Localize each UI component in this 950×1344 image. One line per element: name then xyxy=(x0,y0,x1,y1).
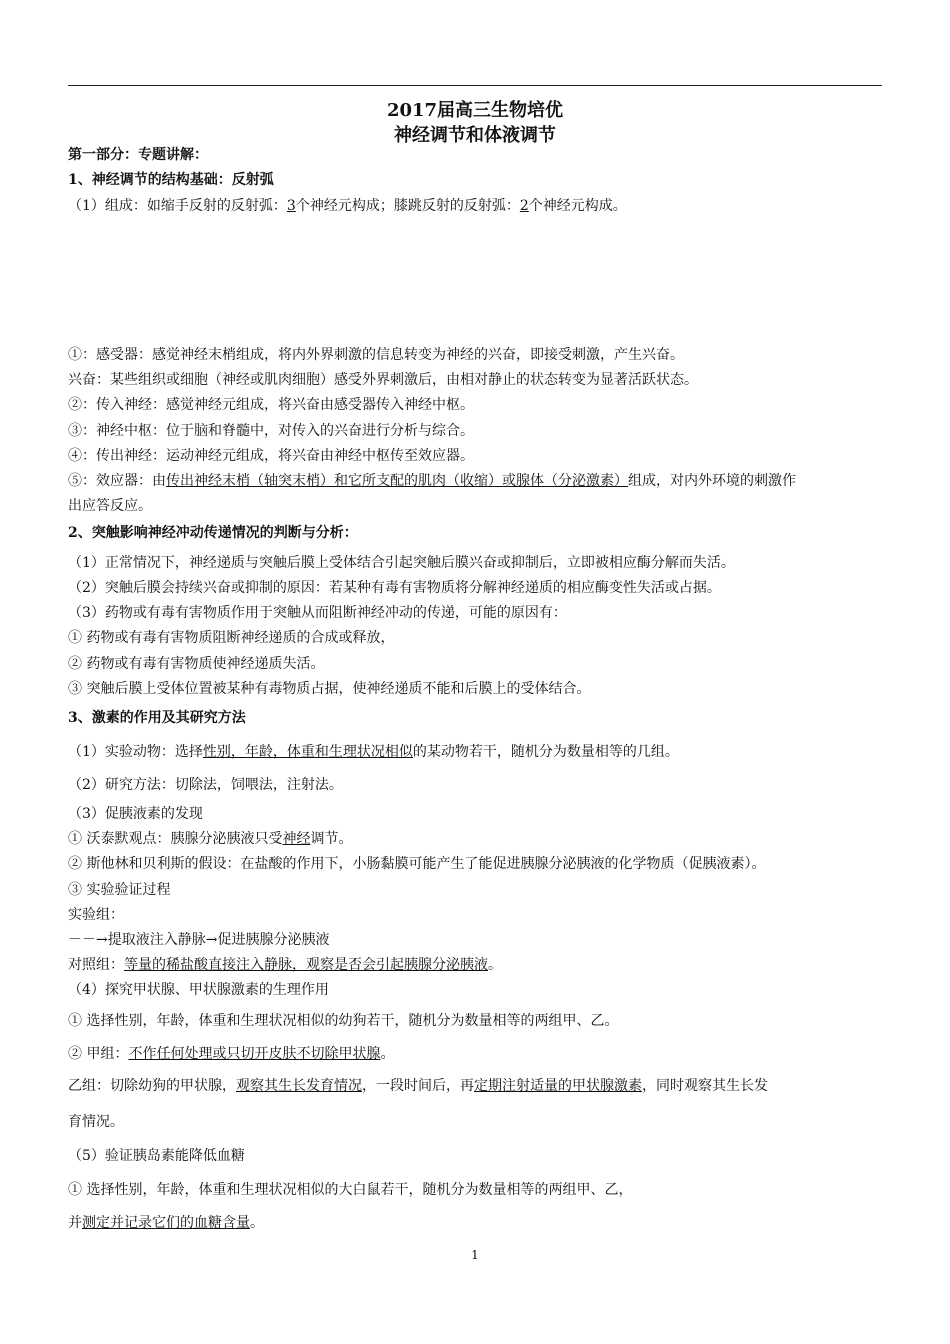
underlined-text: 传出神经末梢（轴突末梢）和它所支配的肌肉（收缩）或腺体（分泌激素） xyxy=(166,473,628,489)
paragraph: （3）药物或有毒有害物质作用于突触从而阻断神经冲动的传递，可能的原因有： xyxy=(68,605,567,621)
paragraph: ④：传出神经：运动神经元组成，将兴奋由神经中枢传至效应器。 xyxy=(68,448,474,464)
underlined-text: 观察其生长发育情况 xyxy=(236,1078,362,1094)
paragraph: ⑤：效应器：由传出神经末梢（轴突末梢）和它所支配的肌肉（收缩）或腺体（分泌激素）组成，对内外环境的刺激作 xyxy=(68,473,796,489)
paragraph: 对照组：等量的稀盐酸直接注入静脉，观察是否会引起胰腺分泌胰液。 xyxy=(68,957,502,973)
paragraph: ① 沃泰默观点：胰腺分泌胰液只受神经调节。 xyxy=(68,831,353,847)
paragraph: （4）探究甲状腺、甲状腺激素的生理作用 xyxy=(68,982,329,998)
underlined-text: 3 xyxy=(286,198,296,214)
paragraph: ③ 实验验证过程 xyxy=(68,882,171,898)
paragraph: （5）验证胰岛素能降低血糖 xyxy=(68,1148,245,1164)
header-rule xyxy=(68,85,882,86)
underlined-text: 性别，年龄，体重和生理状况相似 xyxy=(202,744,413,760)
underlined-text: 2 xyxy=(519,198,529,214)
section-heading-1: 1、神经调节的结构基础：反射弧 xyxy=(68,172,274,188)
paragraph: 育情况。 xyxy=(68,1114,124,1130)
page-number: 1 xyxy=(471,1248,479,1262)
part-heading: 第一部分：专题讲解： xyxy=(68,147,208,163)
paragraph: （1）组成：如缩手反射的反射弧：3个神经元构成；膝跳反射的反射弧：2个神经元构成。 xyxy=(68,198,627,214)
section-heading-3: 3、激素的作用及其研究方法 xyxy=(68,710,246,726)
paragraph: ① 选择性别，年龄，体重和生理状况相似的大白鼠若干，随机分为数量相等的两组甲、乙， xyxy=(68,1182,633,1198)
paragraph: 兴奋：某些组织或细胞（神经或肌肉细胞）感受外界刺激后，由相对静止的状态转变为显著活跃状态。 xyxy=(68,372,698,388)
paragraph: （1）正常情况下，神经递质与突触后膜上受体结合引起突触后膜兴奋或抑制后，立即被相应酶分解而失活。 xyxy=(68,555,735,571)
doc-title: 2017届高三生物培优 xyxy=(386,100,564,121)
underlined-text: 定期注射适量的甲状腺激素 xyxy=(474,1078,642,1094)
underlined-text: 测定并记录它们的血糖含量 xyxy=(82,1215,250,1231)
paragraph: 实验组： xyxy=(68,907,124,923)
paragraph: （2）突触后膜会持续兴奋或抑制的原因：若某种有毒有害物质将分解神经递质的相应酶变性失活或占据。 xyxy=(68,580,721,596)
underlined-text: 等量的稀盐酸直接注入静脉，观察是否会引起胰腺分泌胰液 xyxy=(124,957,488,973)
paragraph: －－→提取液注入静脉→促进胰腺分泌胰液 xyxy=(68,932,330,948)
paragraph: ① 药物或有毒有害物质阻断神经递质的合成或释放， xyxy=(68,630,395,646)
paragraph: （2）研究方法：切除法，饲喂法，注射法。 xyxy=(68,777,343,793)
paragraph: ② 甲组：不作任何处理或只切开皮肤不切除甲状腺。 xyxy=(68,1046,395,1062)
paragraph: ①：感受器：感觉神经末梢组成，将内外界刺激的信息转变为神经的兴奋，即接受刺激，产生兴奋。 xyxy=(68,347,684,363)
paragraph: 并测定并记录它们的血糖含量。 xyxy=(68,1215,264,1231)
paragraph: ② 斯他林和贝利斯的假设：在盐酸的作用下，小肠黏膜可能产生了能促进胰腺分泌胰液的化学物质（促胰液素）。 xyxy=(68,856,766,872)
paragraph: ②：传入神经：感觉神经元组成，将兴奋由感受器传入神经中枢。 xyxy=(68,397,474,413)
paragraph: ③ 突触后膜上受体位置被某种有毒物质占据，使神经递质不能和后膜上的受体结合。 xyxy=(68,681,591,697)
section-heading-2: 2、突触影响神经冲动传递情况的判断与分析： xyxy=(68,525,358,541)
underlined-text: 不作任何处理或只切开皮肤不切除甲状腺 xyxy=(128,1046,381,1062)
underlined-text: 神经 xyxy=(282,831,311,847)
paragraph: 乙组：切除幼狗的甲状腺，观察其生长发育情况，一段时间后，再定期注射适量的甲状腺激素，同时观察其生长发 xyxy=(68,1078,768,1094)
paragraph: ③：神经中枢：位于脑和脊髓中，对传入的兴奋进行分析与综合。 xyxy=(68,423,474,439)
paragraph: ① 选择性别，年龄，体重和生理状况相似的幼狗若干，随机分为数量相等的两组甲、乙。 xyxy=(68,1013,619,1029)
paragraph: ② 药物或有毒有害物质使神经递质失活。 xyxy=(68,656,325,672)
doc-subtitle: 神经调节和体液调节 xyxy=(394,125,556,146)
paragraph: （3）促胰液素的发现 xyxy=(68,806,203,822)
paragraph: （1）实验动物：选择性别，年龄，体重和生理状况相似的某动物若干，随机分为数量相等的几组。 xyxy=(68,744,679,760)
paragraph: 出应答反应。 xyxy=(68,498,152,514)
